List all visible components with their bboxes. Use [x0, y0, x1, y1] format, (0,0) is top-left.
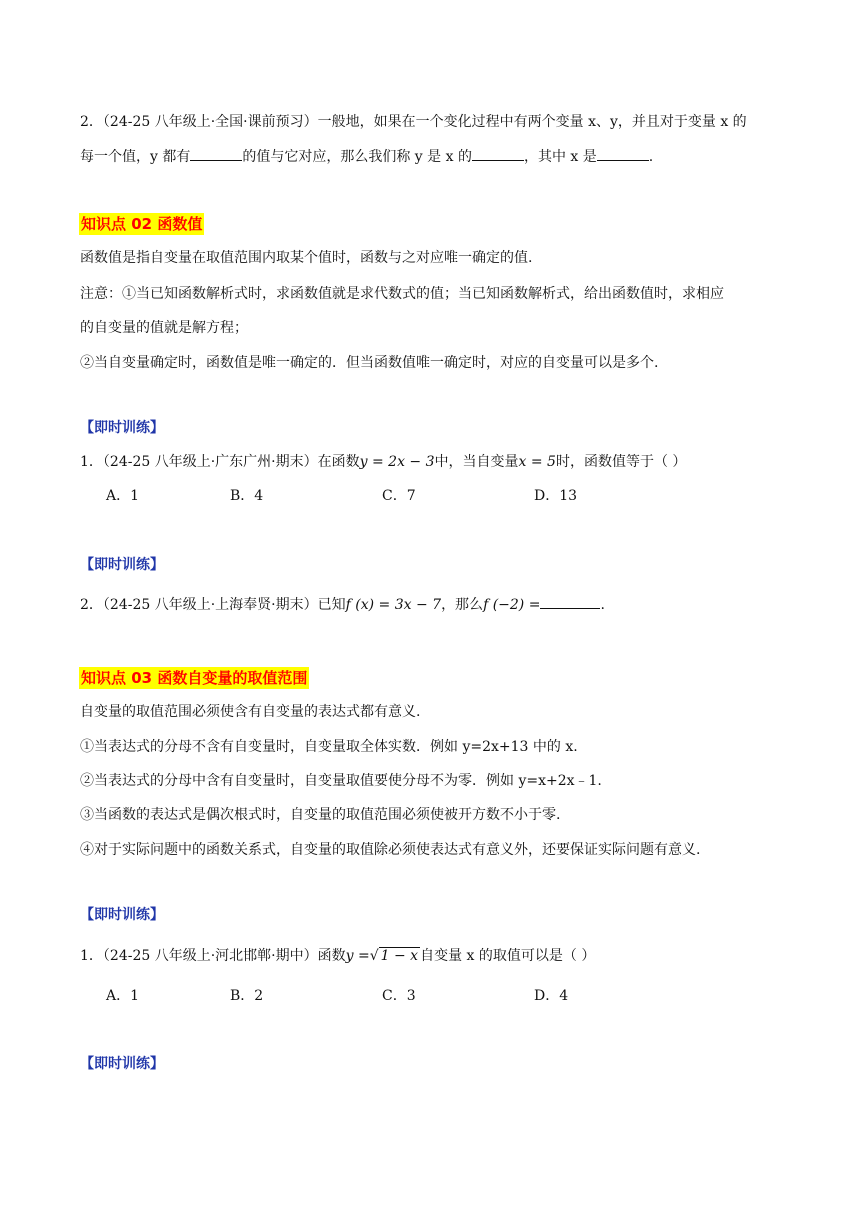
section-heading-kp03: 知识点 03 函数自变量的取值范围 [81, 669, 308, 687]
answer-blank[interactable] [472, 146, 524, 161]
question-3 [80, 946, 595, 966]
drill-label: 【即时训练】 [80, 1056, 164, 1072]
text-segment: 中，当自变量 [434, 454, 519, 470]
text-segment: 1．（24-25 八年级上·河北邯郸·期中）函数 [80, 948, 346, 964]
formula: f (−2) = [483, 597, 541, 613]
kp03-paragraph-1: 自变量的取值范围必须使含有自变量的表达式都有意义. [80, 704, 421, 720]
drill-label: 【即时训练】 [80, 557, 164, 573]
kp02-paragraph-3: 的自变量的值就是解方程； [80, 320, 248, 336]
drill-label: 【即时训练】 [80, 420, 164, 436]
formula: f (x) = 3x − 7 [345, 597, 442, 613]
answer-blank[interactable] [597, 146, 649, 161]
kp03-paragraph-4: ③当函数的表达式是偶次根式时，自变量的取值范围必须使被开方数不小于零. [80, 807, 561, 823]
option-d[interactable]: D．4 [534, 988, 569, 1004]
option-d[interactable]: D．13 [534, 488, 578, 504]
drill-label: 【即时训练】 [80, 907, 164, 923]
text-segment: . [600, 597, 605, 613]
answer-blank[interactable] [190, 146, 242, 161]
kp03-paragraph-5: ④对于实际问题中的函数关系式，自变量的取值除必须使表达式有意义外，还要保证实际问题有意义. [80, 842, 701, 858]
option-c[interactable]: C．3 [382, 988, 416, 1004]
kp02-paragraph-2: 注意：①当已知函数解析式时，求函数值就是求代数式的值；当已知函数解析式，给出函数值时，求相应 [80, 286, 724, 302]
text-segment: ，其中 x 是 [523, 149, 597, 165]
kp03-paragraph-3: ②当表达式的分母中含有自变量时，自变量取值要使分母不为零．例如 y=x+2x﹣1. [80, 773, 602, 789]
kp02-paragraph-1: 函数值是指自变量在取值范围内取某个值时，函数与之对应唯一确定的值. [80, 250, 533, 266]
text-segment: 时，函数值等于（ ） [555, 454, 687, 470]
kp02-paragraph-4: ②当自变量确定时，函数值是唯一确定的．但当函数值唯一确定时，对应的自变量可以是多个. [80, 355, 659, 371]
text-segment: 1．（24-25 八年级上·广东广州·期末）在函数 [80, 454, 360, 470]
text-segment: 每一个值，y 都有 [80, 149, 191, 165]
question-intro-line-1: 2．（24-25 八年级上·全国·课前预习）一般地，如果在一个变化过程中有两个变量 x、y，并且对于变量 x 的 [80, 114, 747, 130]
section-heading-kp02: 知识点 02 函数值 [81, 215, 203, 233]
text-segment: 的值与它对应，那么我们称 y 是 x 的 [242, 149, 472, 165]
formula: y = 2x − 3 [359, 454, 435, 470]
option-b[interactable]: B．2 [230, 988, 264, 1004]
option-a[interactable]: A．1 [106, 488, 140, 504]
option-b[interactable]: B．4 [230, 488, 264, 504]
kp03-paragraph-2: ①当表达式的分母不含有自变量时，自变量取全体实数．例如 y=2x+13 中的 x. [80, 739, 578, 755]
option-c[interactable]: C．7 [382, 488, 416, 504]
text-segment: 2．（24-25 八年级上·上海奉贤·期末）已知 [80, 597, 346, 613]
option-a[interactable]: A．1 [106, 988, 140, 1004]
sqrt-sign: √ [369, 948, 379, 964]
text-segment: . [648, 149, 654, 165]
text-segment: ，那么 [441, 597, 484, 613]
formula: y = [345, 948, 370, 964]
radicand: 1 − x [380, 948, 419, 964]
question-1 [80, 452, 686, 472]
question-2 [80, 594, 605, 615]
answer-blank[interactable] [540, 594, 600, 609]
question-intro-line-2 [80, 146, 653, 167]
text-segment: 自变量 x 的取值可以是（ ） [420, 948, 596, 964]
formula: x = 5 [518, 454, 556, 470]
